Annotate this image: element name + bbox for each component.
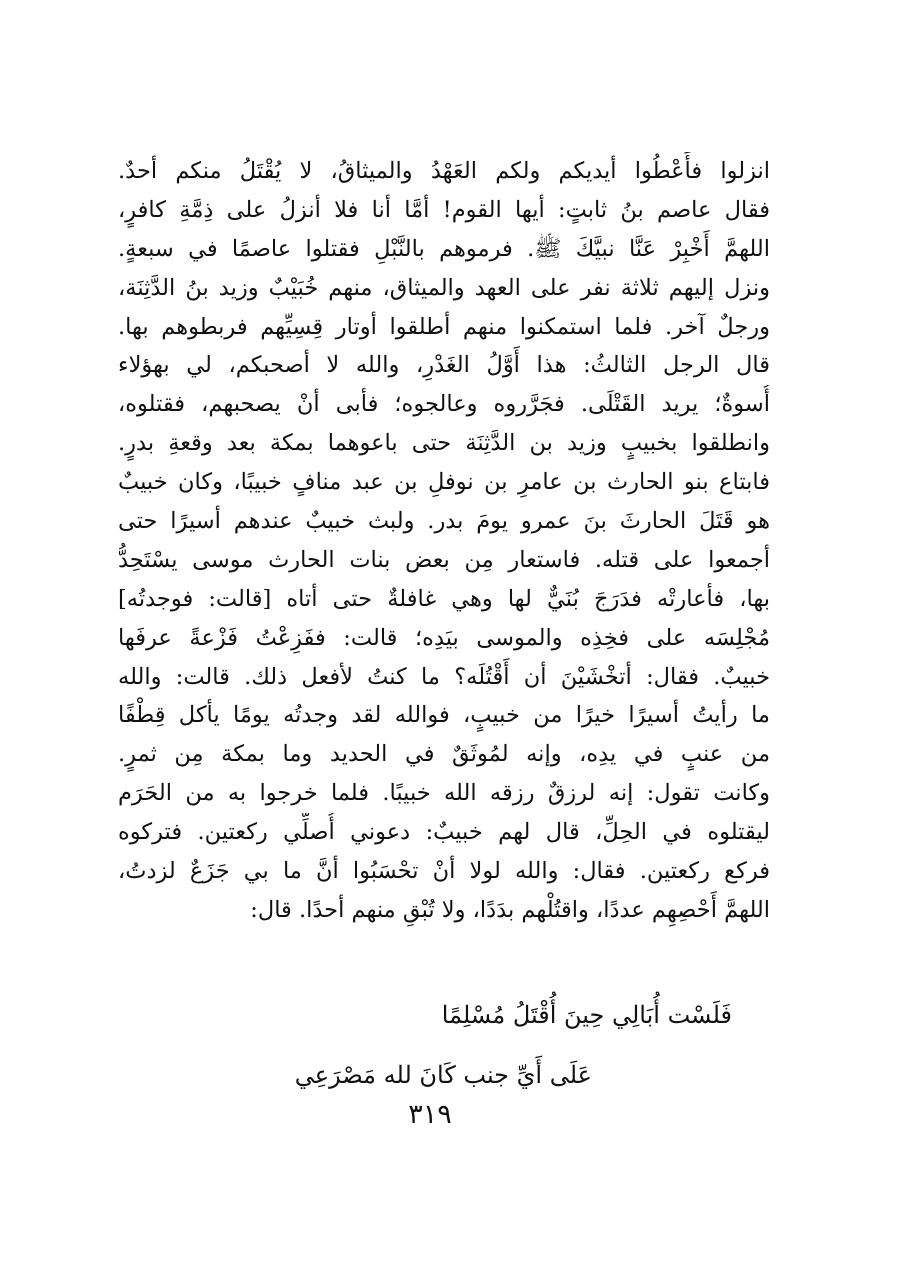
text-line-10: هو قَتَلَ الحارثَ بنَ عمرو يومَ بدر. ولبث خبيبٌ عندهم أسيرًا حتى: [118, 508, 770, 535]
poem-verse-line-2: عَلَى أَيِّ جنب كَانَ لله مَصْرَعِي: [294, 1061, 592, 1089]
text-line-11: أجمعوا على قتله. فاستعار مِن بعض بنات الحارث موسى يسْتَحِدُّ: [118, 546, 770, 573]
text-line-15: ما رأيتُ أسيرًا خيرًا من خبيبٍ، فوالله لقد وجدتُه يومًا يأكل قِطْفًا: [118, 702, 770, 729]
text-line-13: مُجْلِسَه على فخِذِه والموسى بيَدِه؛ قالت: ففَزِعْتُ فَزْعةً عرفَها: [118, 624, 770, 651]
text-line-16: من عنبٍ في يدِه، وإنه لمُوثَقٌ في الحديد وما بمكة مِن ثمرٍ.: [118, 741, 770, 768]
text-line-6: قال الرجل الثالثُ: هذا أَوَّلُ الغَدْرِ، والله لا أصحبكم، لي بهؤلاء: [118, 352, 770, 379]
body-text: [118, 152, 770, 930]
text-line-20: اللهمَّ أَحْصِهِم عددًا، واقتُلْهم بدَدًا، ولا تُبْقِ منهم أحدًا. قال:: [250, 896, 770, 923]
text-line-4: ونزل إليهم ثلاثة نفر على العهد والميثاق، منهم خُبَيْبٌ وزيد بنُ الدَّثِنَة،: [118, 274, 770, 301]
text-line-3: اللهمَّ أَخْبِرْ عَنَّا نبيَّكَ ﷺ. فرموهم بالنَّبْلِ فقتلوا عاصمًا في سبعةٍ.: [118, 235, 770, 262]
text-line-19: فركع ركعتين. فقال: والله لولا أنْ تحْسَبُوا أنَّ ما بي جَزَعٌ لزدتُ،: [118, 858, 770, 885]
poem-verse-line-1: فَلَسْت أُبَالِي حِينَ أُقْتَلُ مُسْلِمًا: [441, 1001, 732, 1029]
text-line-17: وكانت تقول: إنه لرزقٌ رزقه الله خبيبًا. فلما خرجوا به من الحَرَم: [118, 780, 770, 807]
text-line-8: وانطلقوا بخبيبٍ وزيد بن الدَّثِنَة حتى باعوهما بمكة بعد وقعةِ بدرٍ.: [118, 430, 770, 457]
text-line-12: بها، فأعارتْه فدَرَجَ بُنَيٌّ لها وهي غافلةٌ حتى أتاه [قالت: فوجدتُه]: [118, 585, 770, 612]
text-line-2: فقال عاصم بنُ ثابتٍ: أيها القوم! أمَّا أنا فلا أنزلُ على ذِمَّةِ كافرٍ،: [118, 196, 770, 223]
text-line-1: انزلوا فأَعْطُوا أيديكم ولكم العَهْدُ والميثاقُ، لا يُقْتَلُ منكم أحدٌ.: [118, 158, 770, 184]
text-line-9: فابتاع بنو الحارث بن عامرِ بن نوفلِ بن عبد منافٍ خبيبًا، وكان خبيبٌ: [118, 469, 770, 496]
text-line-14: خبيبٌ. فقال: أتخْشَيْنَ أن أَقْتُلَه؟ ما كنتُ لأفعل ذلك. قالت: والله: [118, 663, 770, 690]
text-line-7: أُسوةٌ؛ يريد القَتْلَى. فجَرَّروه وعالجوه؛ فأبى أنْ يصحبهم، فقتلوه،: [118, 391, 770, 418]
text-line-18: ليقتلوه في الحِلِّ، قال لهم خبيبٌ: دعوني أُصلِّي ركعتين. فتركوه: [118, 819, 770, 846]
text-line-5: ورجلٌ آخر. فلما استمكنوا منهم أطلقوا أوتار قِسِيِّهم فربطوهم بها.: [118, 313, 770, 340]
page-number: ٣١٩: [408, 1099, 452, 1130]
